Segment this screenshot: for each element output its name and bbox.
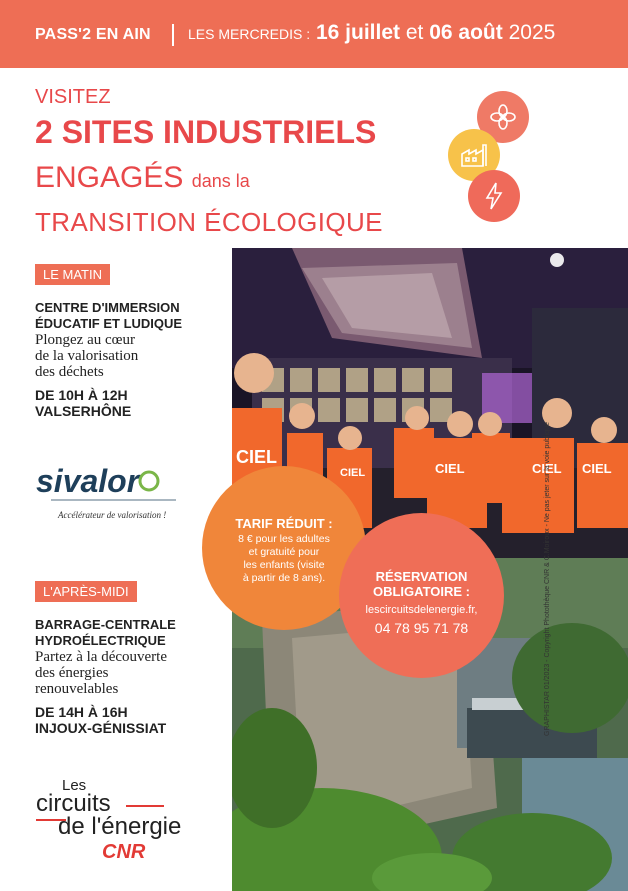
headline-sites: 2 SITES INDUSTRIELS	[35, 114, 377, 150]
headline-visitez: VISITEZ	[35, 86, 111, 108]
morning-desc-2: de la valorisation	[35, 348, 139, 364]
circuits-logo-line3: de l'énergie	[58, 813, 182, 840]
event-dates	[188, 21, 555, 45]
afternoon-tag: L'APRÈS-MIDI	[35, 581, 137, 602]
lightning-icon	[468, 170, 520, 222]
tarif-title: TARIF RÉDUIT :	[235, 516, 333, 531]
morning-site-name-2: ÉDUCATIF ET LUDIQUE	[35, 316, 183, 331]
afternoon-desc-3: renouvelables	[35, 681, 119, 697]
tarif-line-2: et gratuité pour	[248, 546, 320, 558]
headline-engages-main: ENGAGÉS	[35, 161, 184, 194]
vest-label-1: CIEL	[236, 447, 278, 467]
headline-engages-small: dans la	[191, 171, 250, 191]
headline-engages	[35, 161, 250, 195]
morning-desc-1: Plongez au cœur	[35, 332, 135, 348]
afternoon-place: INJOUX-GÉNISSIAT	[35, 720, 167, 736]
morning-place: VALSERHÔNE	[35, 403, 132, 419]
date-second: 06 août	[429, 21, 503, 44]
days-prefix: LES MERCREDIS :	[188, 26, 311, 42]
morning-site-name-1: CENTRE D'IMMERSION	[35, 300, 180, 315]
morning-site	[35, 300, 220, 419]
circuits-logo-line1: Les	[62, 777, 87, 794]
afternoon-site-name-2: HYDROÉLECTRIQUE	[35, 633, 166, 648]
reservation-title-2: OBLIGATOIRE :	[372, 584, 471, 599]
morning-hours: DE 10H À 12H	[35, 387, 128, 403]
vest-label-2: CIEL	[340, 467, 366, 479]
sivalor-logo-text: sivalor	[36, 463, 140, 499]
afternoon-site	[35, 617, 220, 736]
cnr-logo: CNR	[102, 841, 146, 862]
sivalor-tagline: Accélérateur de valorisation !	[58, 510, 167, 520]
circuits-logo-line2: circuits	[36, 790, 111, 817]
header-bar	[0, 0, 628, 68]
reservation-website-link[interactable]: lescircuitsdelenergie.fr,	[365, 604, 478, 616]
pass-label: PASS'2 EN AIN	[35, 26, 151, 43]
reservation-circle	[339, 513, 504, 678]
sivalor-logo-o	[140, 472, 158, 490]
afternoon-site-name-1: BARRAGE-CENTRALE	[35, 617, 176, 632]
vest-label-4: CIEL	[532, 461, 562, 476]
vest-label-3: CIEL	[435, 461, 465, 476]
header-divider	[172, 24, 174, 46]
headline-transition: TRANSITION ÉCOLOGIQUE	[35, 207, 383, 237]
circuits-energie-logo	[36, 776, 206, 862]
tarif-line-4: à partir de 8 ans).	[242, 572, 326, 584]
year: 2025	[508, 21, 556, 44]
morning-tag: LE MATIN	[35, 264, 110, 285]
date-and: et	[405, 21, 424, 44]
tarif-line-3: les enfants (visite	[243, 559, 325, 571]
afternoon-hours: DE 14H À 16H	[35, 704, 128, 720]
tarif-body	[212, 533, 356, 585]
photo-credit: GRAPHISTAR 01/2023 - Copyright Photothèque CNR & C.Moiroux - Ne pas jeter sur la voie publique	[544, 422, 551, 736]
vest-label-5: CIEL	[582, 461, 612, 476]
reservation-title-1: RÉSERVATION	[375, 569, 468, 584]
afternoon-desc-2: des énergies	[35, 665, 109, 681]
morning-desc-3: des déchets	[35, 364, 104, 380]
tarif-line-1: 8 € pour les adultes	[238, 533, 330, 545]
reservation-phone[interactable]: 04 78 95 71 78	[374, 620, 469, 636]
reservation-title	[339, 569, 504, 599]
sivalor-logo	[36, 462, 196, 522]
afternoon-desc-1: Partez à la découverte	[35, 649, 168, 665]
date-first: 16 juillet	[315, 21, 401, 44]
